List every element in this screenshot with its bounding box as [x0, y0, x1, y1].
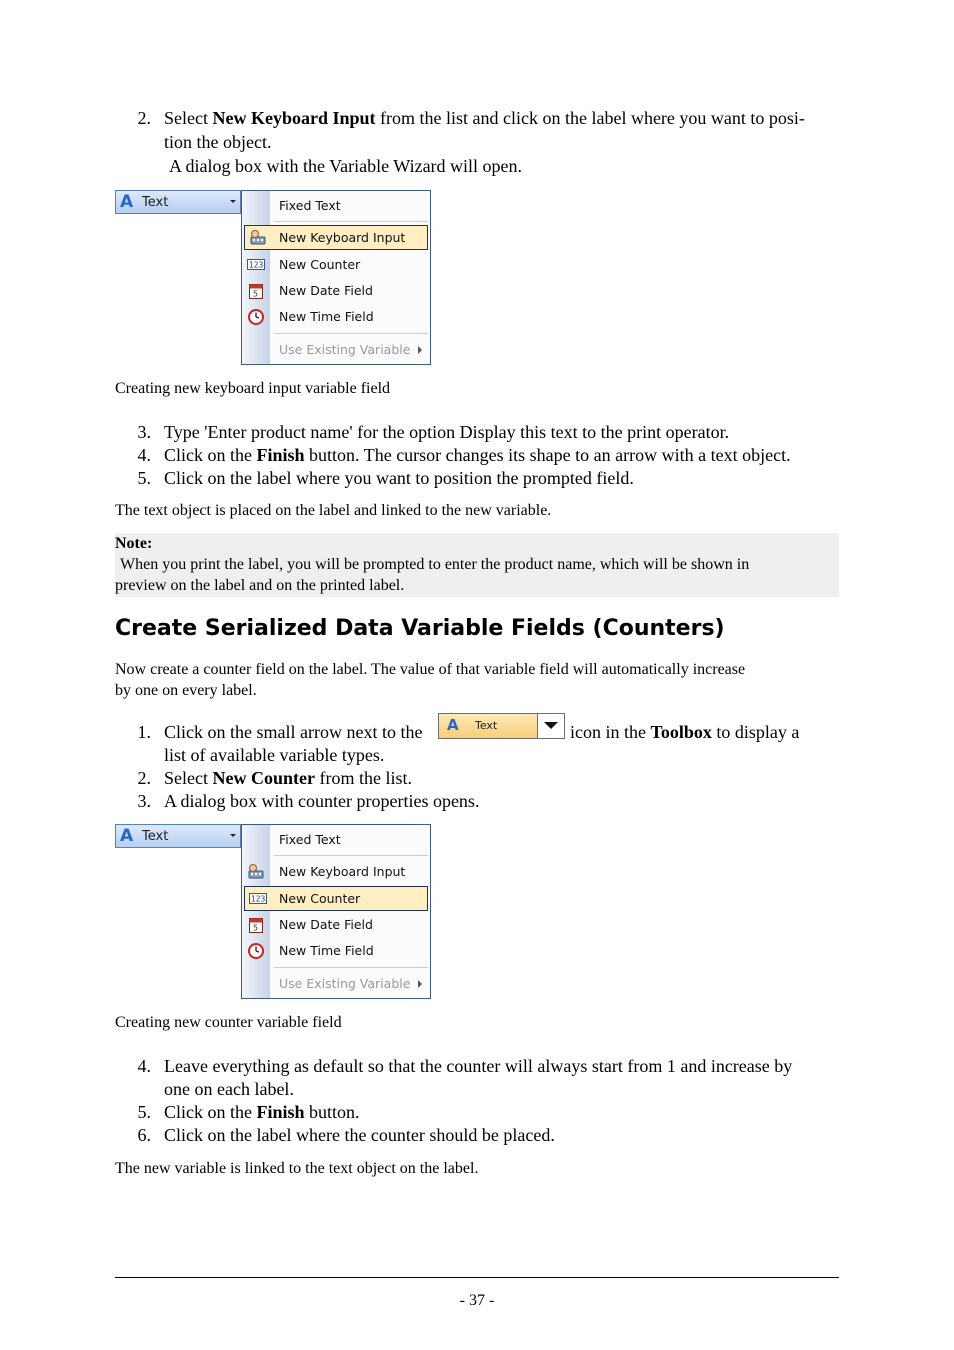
step-text: Click on the small arrow next to the: [164, 722, 423, 742]
toolbox-text-button: [115, 824, 241, 848]
menu-item-new-counter: 123 New Counter: [249, 257, 361, 272]
step-text: A dialog box with counter properties opens.: [164, 791, 480, 811]
step-text: Click on the Finish button. The cursor changes its shape to an arrow with a text object.: [164, 445, 791, 465]
step-number: 2.: [137, 768, 151, 788]
menu-item-new-keyboard-input: New Keyboard Input: [242, 859, 430, 884]
svg-text:5: 5: [253, 923, 259, 933]
calendar-icon: [247, 282, 265, 299]
note-title: Note:: [115, 535, 153, 552]
counter-123-icon: [249, 890, 267, 907]
clock-icon: [247, 308, 265, 325]
step-text-continued: list of available variable types.: [164, 745, 385, 765]
note-text-line: When you print the label, you will be prompted to enter the product name, which will be shown in: [120, 556, 750, 573]
step-2: [0, 107, 954, 182]
menu-screenshot-counter: [115, 824, 433, 1000]
section-heading: Create Serialized Data Variable Fields (Counters): [115, 616, 725, 641]
paragraph-line: Now create a counter field on the label. The value of that variable field will automatically increase: [115, 661, 746, 678]
menu-item-new-date-field: 5 New Date Field: [242, 278, 430, 303]
svg-text:123: 123: [249, 260, 264, 270]
toolbox-button-label: Text: [142, 829, 169, 844]
step-text-continued: tion the object.: [164, 132, 272, 152]
step-number: 4.: [137, 1056, 151, 1076]
text-a-icon: A: [447, 716, 459, 734]
svg-text:5: 5: [253, 289, 259, 299]
paragraph: The text object is placed on the label and linked to the new variable.: [115, 502, 552, 519]
dropdown-arrow-icon: [537, 714, 564, 738]
step-text: Leave everything as default so that the counter will always start from 1 and increase by: [164, 1056, 793, 1076]
calendar-icon: [247, 916, 265, 933]
note-text-line: preview on the label and on the printed label.: [115, 577, 405, 594]
menu-item-new-date-field: 5 New Date Field: [242, 912, 430, 937]
menu-item-new-counter: 123 New Counter: [244, 886, 428, 911]
step-text-continued: one on each label.: [164, 1079, 294, 1099]
menu-item-fixed-text: Fixed Text: [279, 198, 341, 213]
toolbox-label: Text: [475, 719, 498, 732]
keyboard-hand-icon: [247, 863, 265, 880]
step-number: 4.: [137, 445, 151, 465]
step-text: Click on the label where the counter should be placed.: [164, 1125, 555, 1145]
toolbox-text-button: [115, 190, 241, 214]
step-text: Type 'Enter product name' for the option Display this text to the print operator.: [164, 422, 730, 442]
menu-item-use-existing-variable: Use Existing Variable: [242, 971, 430, 996]
clock-icon: [247, 942, 265, 959]
inline-toolbox-text-icon: [438, 713, 565, 739]
variable-menu: [241, 824, 431, 999]
figure-caption: Creating new keyboard input variable field: [115, 380, 391, 397]
step-number: 3.: [137, 422, 151, 442]
menu-item-new-time-field: New Time Field: [242, 304, 430, 329]
toolbox-button-label: Text: [142, 195, 169, 210]
steps-list-a: [0, 421, 954, 493]
step-number: 5.: [137, 1102, 151, 1122]
page-number: - 37 -: [459, 1292, 495, 1309]
step-number: 2.: [137, 108, 151, 128]
text-a-icon: A: [120, 826, 134, 846]
menu-item-new-keyboard-input: New Keyboard Input: [244, 225, 428, 250]
variable-menu: [241, 190, 431, 365]
step-text-result: A dialog box with the Variable Wizard will open.: [169, 156, 523, 176]
step-text: Select New Keyboard Input from the list and click on the label where you want to posi-: [164, 108, 805, 128]
step-text: icon in the Toolbox to display a: [570, 722, 800, 742]
step-number: 5.: [137, 468, 151, 488]
text-a-icon: A: [120, 192, 134, 212]
svg-text:123: 123: [251, 894, 266, 904]
submenu-arrow-icon: [418, 980, 422, 988]
step-text: Click on the label where you want to position the prompted field.: [164, 468, 634, 488]
footer-divider: [115, 1277, 839, 1278]
step-number: 1.: [137, 722, 151, 742]
paragraph: The new variable is linked to the text object on the label.: [115, 1160, 479, 1177]
dropdown-arrow-icon: [230, 834, 236, 837]
steps-list-c: [0, 1055, 954, 1150]
step-number: 6.: [137, 1125, 151, 1145]
note-box: [115, 533, 839, 597]
step-text: Select New Counter from the list.: [164, 768, 412, 788]
menu-screenshot-keyboard-input: [115, 190, 433, 366]
paragraph-line: by one on every label.: [115, 682, 257, 699]
keyboard-hand-icon: [249, 229, 267, 246]
step-number: 3.: [137, 791, 151, 811]
step-text: Click on the Finish button.: [164, 1102, 360, 1122]
dropdown-arrow-icon: [230, 200, 236, 203]
counter-123-icon: [247, 256, 265, 273]
submenu-arrow-icon: [418, 346, 422, 354]
menu-item-use-existing-variable: Use Existing Variable: [242, 337, 430, 362]
menu-item-new-time-field: New Time Field: [242, 938, 430, 963]
figure-caption: Creating new counter variable field: [115, 1014, 342, 1031]
menu-item-fixed-text: Fixed Text: [279, 832, 341, 847]
